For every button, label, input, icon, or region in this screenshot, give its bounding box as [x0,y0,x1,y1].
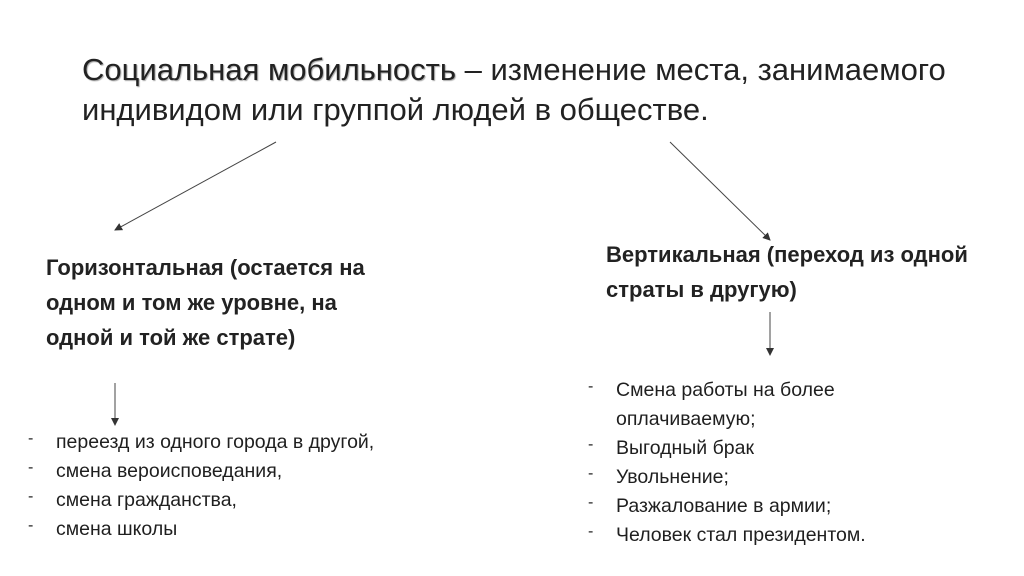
list-item-text: смена гражданства, [56,489,237,511]
dash-bullet: - [588,523,594,540]
arrow-to-vertical [670,142,770,240]
vertical-mobility-heading: Вертикальная (переход из одной страты в другую) [606,242,968,302]
list-item [28,457,378,486]
title-term: Социальная мобильность [82,52,457,87]
list-item [588,434,918,463]
list-item-text: Выгодный брак [616,437,754,459]
dash-bullet: - [588,436,594,453]
arrow-to-horizontal [115,142,276,230]
title-definition: – изменение места, занимаемого индивидом или группой людей в обществе. [82,52,946,127]
list-item-text: смена школы [56,518,178,540]
list-item [588,463,918,492]
dash-bullet: - [588,378,594,395]
dash-bullet: - [28,488,34,505]
list-item-text: смена вероисповедания, [56,460,283,482]
list-item [28,486,378,515]
dash-bullet: - [588,465,594,482]
dash-bullet: - [28,430,34,447]
dash-bullet: - [28,517,34,534]
list-item [588,521,918,550]
list-item [28,428,378,457]
list-item-text: Смена работы на более оплачиваемую; [616,379,835,430]
list-item-text: Человек стал президентом. [616,524,866,546]
dash-bullet: - [588,494,594,511]
horizontal-mobility-heading: Горизонтальная (остается на одном и том же уровне, на одной и той же страте) [46,255,365,350]
horizontal-examples-list [28,428,378,544]
dash-bullet: - [28,459,34,476]
vertical-examples-list [588,376,918,550]
list-item-text: переезд из одного города в другой, [56,431,375,453]
list-item [588,492,918,521]
list-item [588,376,918,434]
list-item-text: Разжалование в армии; [616,495,832,517]
list-item-text: Увольнение; [616,466,729,488]
list-item [28,515,378,544]
